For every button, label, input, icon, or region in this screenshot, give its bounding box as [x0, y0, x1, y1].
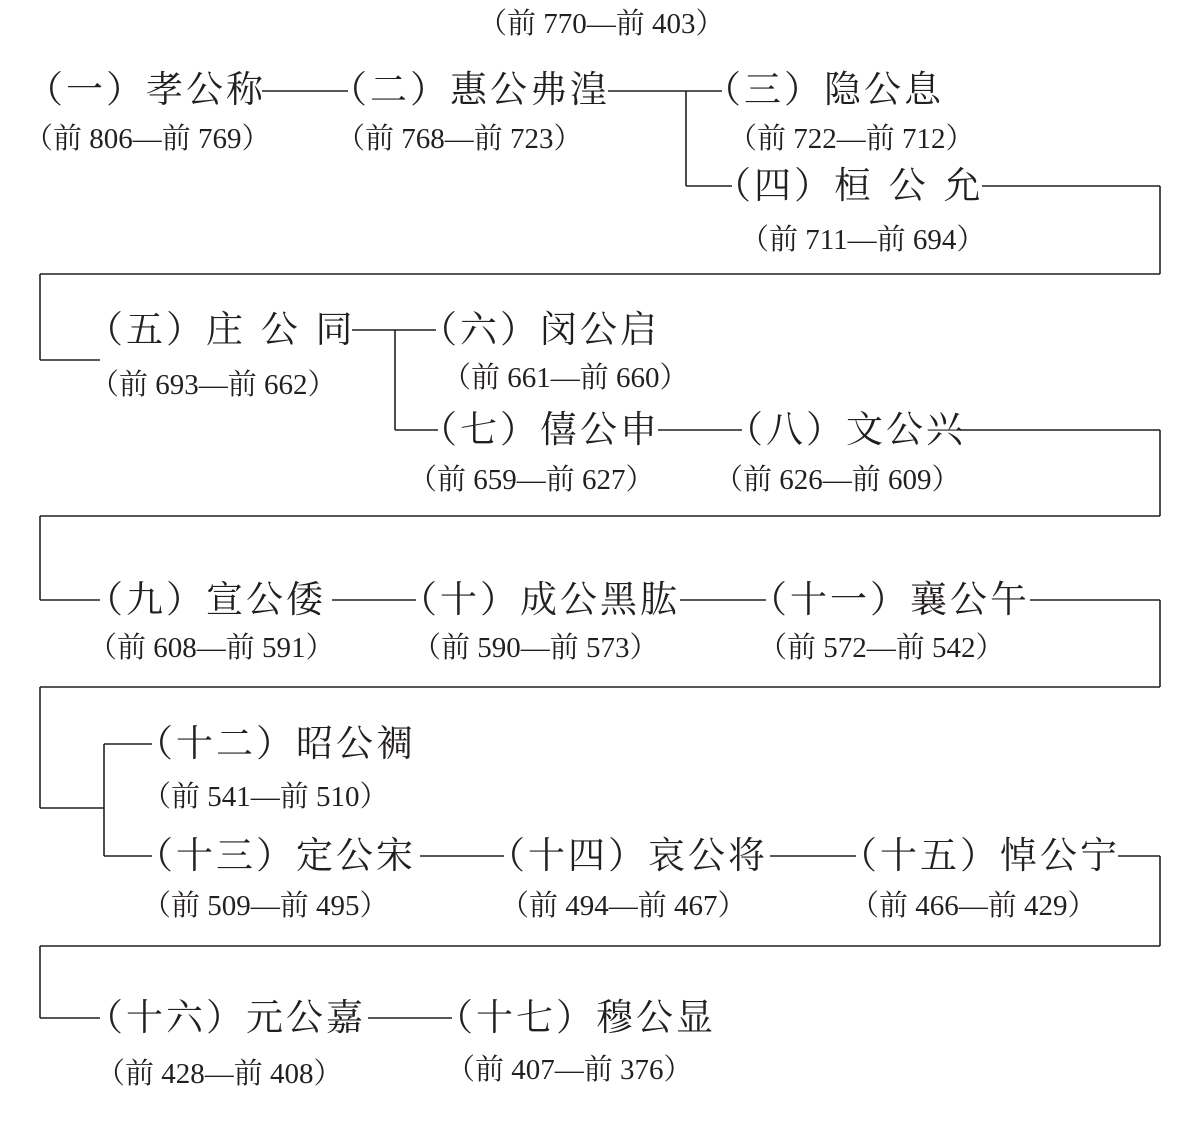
ruler-16-name: （十六）元公嘉	[86, 996, 366, 1039]
ruler-11-date: （前 572—前 542）	[758, 632, 1005, 664]
ruler-13-name: （十三）定公宋	[136, 834, 416, 877]
ruler-7-date: （前 659—前 627）	[408, 464, 655, 496]
ruler-1-date: （前 806—前 769）	[24, 123, 271, 155]
ruler-17-date: （前 407—前 376）	[446, 1054, 693, 1086]
ruler-16-date: （前 428—前 408）	[96, 1058, 343, 1090]
ruler-9-name: （九）宣公倭	[86, 578, 326, 621]
header-period: （前 770—前 403）	[478, 8, 725, 40]
ruler-17-name: （十七）穆公显	[436, 996, 716, 1039]
ruler-10-name: （十）成公黑肱	[400, 578, 680, 621]
ruler-5-name: （五）庄 公 同	[86, 308, 356, 351]
ruler-2-name: （二）惠公弗湟	[330, 68, 610, 111]
ruler-11-name: （十一）襄公午	[750, 578, 1030, 621]
ruler-6-date: （前 661—前 660）	[442, 362, 689, 394]
ruler-14-name: （十四）哀公将	[488, 834, 768, 877]
ruler-13-date: （前 509—前 495）	[142, 890, 389, 922]
ruler-15-date: （前 466—前 429）	[850, 890, 1097, 922]
ruler-8-name: （八）文公兴	[726, 408, 966, 451]
ruler-8-date: （前 626—前 609）	[714, 464, 961, 496]
ruler-14-date: （前 494—前 467）	[500, 890, 747, 922]
ruler-12-name: （十二）昭公裯	[136, 722, 416, 765]
ruler-7-name: （七）僖公申	[420, 408, 660, 451]
ruler-5-date: （前 693—前 662）	[90, 369, 337, 401]
ruler-1-name: （一）孝公称	[26, 68, 266, 111]
ruler-12-date: （前 541—前 510）	[142, 781, 389, 813]
ruler-15-name: （十五）悼公宁	[840, 834, 1120, 877]
ruler-4-name: （四）桓 公 允	[714, 164, 984, 207]
ruler-9-date: （前 608—前 591）	[88, 632, 335, 664]
ruler-6-name: （六）闵公启	[420, 308, 660, 351]
ruler-4-date: （前 711—前 694）	[740, 224, 986, 256]
ruler-2-date: （前 768—前 723）	[336, 123, 583, 155]
ruler-3-date: （前 722—前 712）	[728, 123, 975, 155]
ruler-3-name: （三）隐公息	[704, 68, 944, 111]
ruler-10-date: （前 590—前 573）	[412, 632, 659, 664]
